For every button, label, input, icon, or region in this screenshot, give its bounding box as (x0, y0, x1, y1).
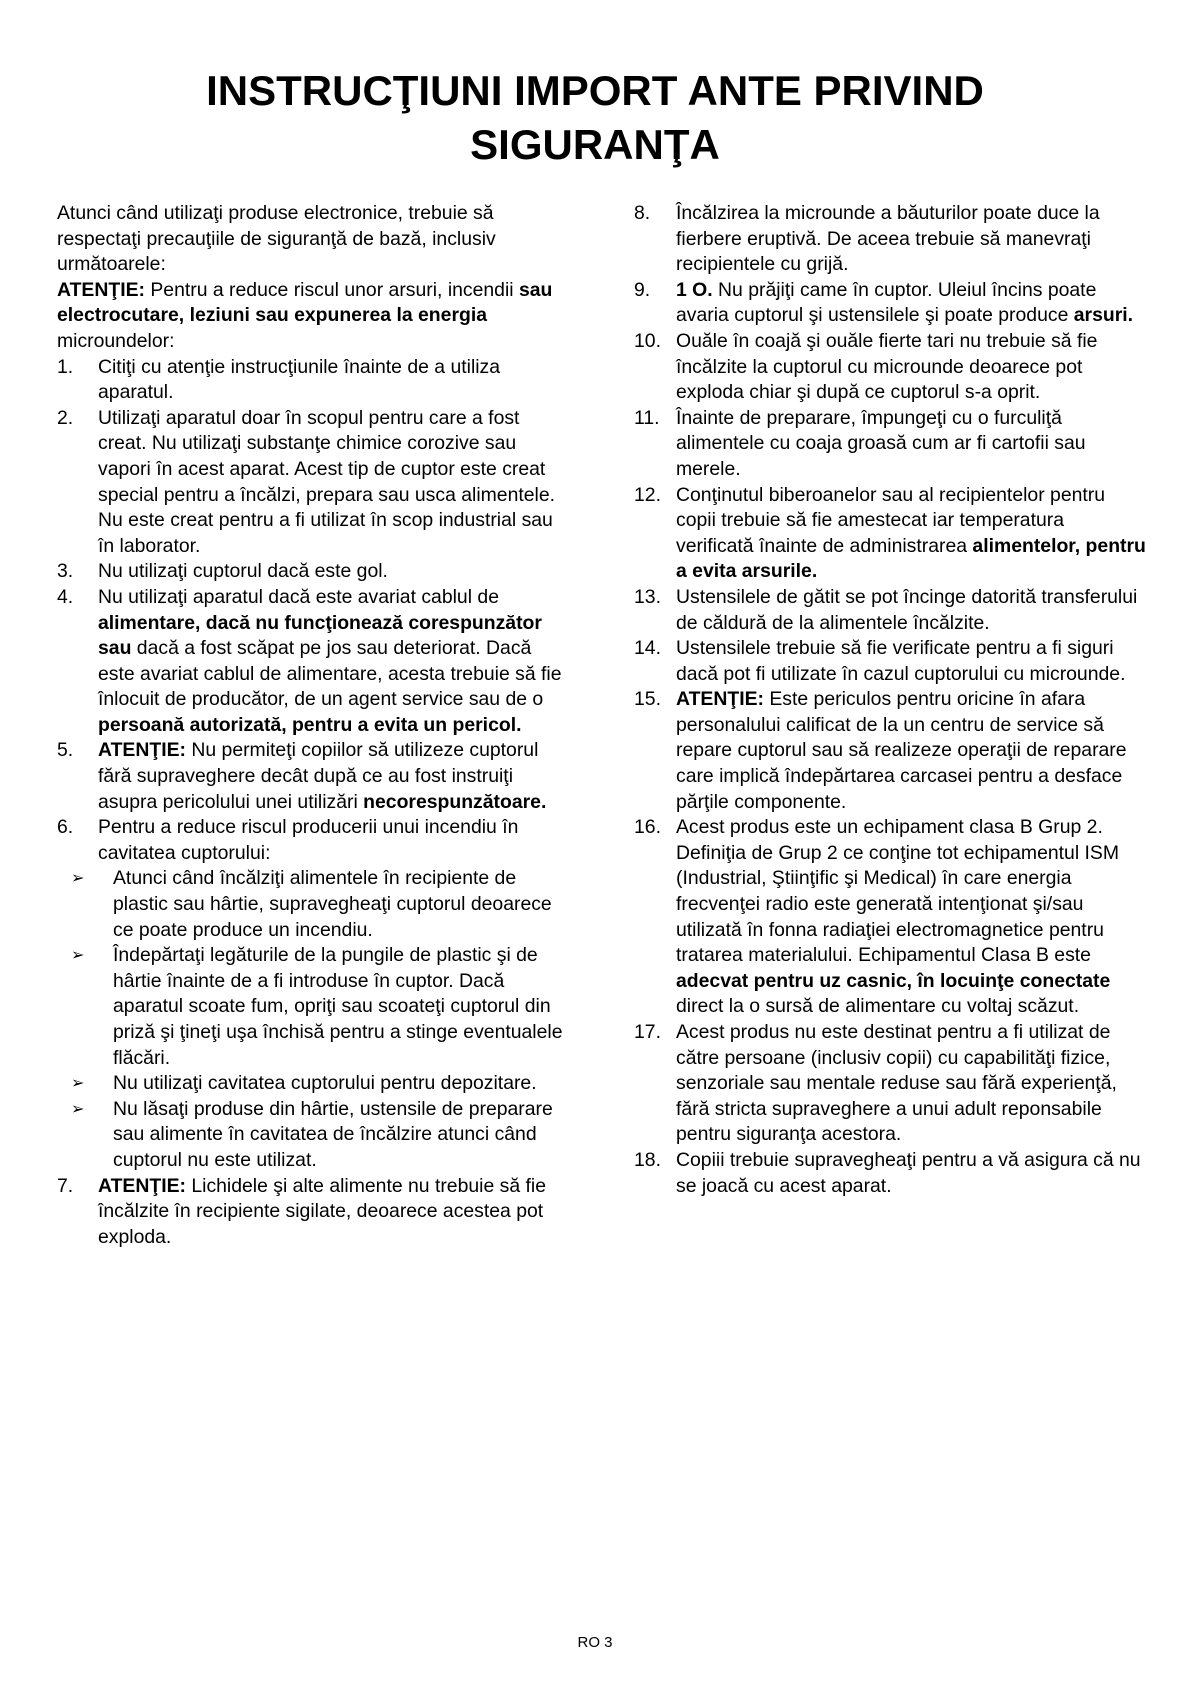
item-text: Nu utilizaţi aparatul dacă este avariat cablul de (98, 585, 499, 608)
sub-item-text: Atunci când încălziţi alimentele în recipiente de plastic sau hârtie, supravegheaţi cuptorul deoarece ce poate produce un incendiu. (113, 867, 552, 941)
item-text: Utilizaţi aparatul doar în scopul pentru care a fost creat. Nu utilizaţi substanţe chimice corozive sau vapori în acest aparat. Acest tip de cuptor este creat special pentru a încălzi, prepara sau usca alimentele. Nu este creat pentru a fi utilizat în scop industrial sau în laborator. (98, 406, 556, 557)
list-item-2 (57, 406, 567, 560)
item-warning-label: ATENŢIE: (98, 1174, 186, 1197)
sub-item-2 (57, 943, 567, 1071)
list-item-9 (634, 278, 1146, 329)
item-bold: alimentelor, pentru a evita arsurile. (676, 534, 1146, 583)
item-warning-label: ATENŢIE: (676, 688, 764, 711)
page-title (0, 64, 1190, 172)
page-number: RO 3 (577, 1634, 613, 1651)
item-number: 4. (57, 585, 74, 608)
list-item-16 (634, 815, 1146, 1020)
item-text: Lichidele şi alte alimente nu trebuie să fie încălzite în recipiente sigilate, deoarece acestea pot exploda. (98, 1174, 546, 1248)
item-number: 8. (634, 202, 651, 224)
item-bold: alimentare, dacă nu funcţionează corespunzător sau (98, 611, 542, 660)
title-line-2: SIGURANŢA (470, 121, 720, 168)
sub-item-text: Nu utilizaţi cavitatea cuptorului pentru depozitare. (113, 1072, 537, 1095)
list-item-18 (634, 1148, 1146, 1199)
item-text: Citiţi cu atenţie instrucţiunile înainte de a utiliza aparatul. (98, 355, 501, 404)
item-text: Ustensilele de gătit se pot încinge datorită transferului de căldură de la alimentele încălzite. (676, 585, 1138, 634)
warning-paragraph (57, 278, 567, 355)
item-text: Înainte de preparare, împungeţi cu o furculiţă alimentele cu coaja groasă cum ar fi cartofii sau merele. (676, 406, 1086, 480)
sub-item-text: Îndepărtaţi legăturile de la pungile de plastic şi de hârtie înainte de a fi introduse în cuptor. Dacă aparatul scoate fum, opriţi sau scoateţi cuptorul din priză şi ţineţi uşa închisă pentru a stinge eventualele flăcări. (113, 944, 563, 1069)
list-item-3 (57, 559, 567, 585)
item-number: 14. (634, 637, 661, 660)
list-item-14 (634, 636, 1146, 687)
item-number: 17. (634, 1021, 661, 1043)
item-number: 2. (57, 406, 74, 429)
item-text: Încălzirea la microunde a băuturilor poate duce la fierbere eruptivă. De aceea trebuie să manevraţi recipientele cu grijă. (676, 202, 1100, 276)
list-item-13 (634, 585, 1146, 636)
item-text: Ouăle în coajă şi ouăle fierte tari nu trebuie să fie încălzite la cuptorul cu microunde deoarece pot exploda chiar şi după ce cuptorul s-a oprit. (676, 329, 1098, 404)
item-number: 7. (57, 1174, 74, 1197)
list-item-6 (57, 815, 567, 866)
item-number: 11. (634, 406, 660, 429)
warning-bold-1: sau electrocutare, leziuni sau expunerea la energia (57, 278, 553, 327)
item-number: 15. (634, 688, 661, 711)
arrow-bullet-icon: ➢ (71, 947, 85, 965)
list-item-5 (57, 738, 567, 815)
item-text: Nu utilizaţi cuptorul dacă este gol. (98, 560, 388, 583)
item-text: Acest produs nu este destinat pentru a fi utilizat de către persoane (inclusiv copii) cu capabilităţi fizice, senzoriale sau mentale reduse sau fără experienţă, fără stricta supraveghere a unui adult reponsabile pentru siguranţa acestora. (676, 1021, 1117, 1146)
list-item-12 (634, 483, 1146, 585)
item-number: 18. (634, 1148, 661, 1171)
item-bold: persoană autorizată, pentru a evita un pericol. (98, 713, 522, 736)
item-number: 6. (57, 816, 74, 839)
list-item-7 (57, 1174, 567, 1251)
item-number: 9. (634, 278, 651, 301)
item-text: Nu permiteţi copiilor să utilizeze cuptorul fără supraveghere decât după ce au fost instruiţi asupra pericolului unei utilizări (98, 739, 539, 813)
list-item-17 (634, 1020, 1146, 1148)
list-item-8 (634, 201, 1146, 278)
item-text: dacă a fost scăpat pe jos sau deteriorat. Dacă este avariat cablul de alimentare, acesta trebuie să fie înlocuit de producător, de un agent service sau de o (98, 637, 562, 711)
sub-item-4 (57, 1097, 567, 1174)
warning-text-1: Pentru a reduce riscul unor arsuri, incendii (144, 278, 519, 301)
intro-paragraph: Atunci când utilizaţi produse electronice, trebuie să respectaţi precauţiile de siguranţă de bază, inclusiv următoarele: (57, 202, 496, 276)
list-item-1 (57, 355, 567, 406)
sub-item-text: Nu lăsaţi produse din hârtie, ustensile de preparare sau alimente în cavitatea de încălzire atunci când cuptorul nu este utilizat. (113, 1097, 553, 1171)
item-bold: 1 O. (676, 278, 713, 301)
warning-text-2: microundelor: (57, 329, 175, 352)
sub-item-3 (57, 1071, 567, 1097)
item-bold: arsuri. (1073, 304, 1134, 327)
list-item-11 (634, 406, 1146, 483)
item-bold: adecvat pentru uz casnic, în locuinţe conectate (676, 969, 1111, 992)
item-bold: necorespunzătoare. (363, 790, 547, 813)
item-text: Ustensilele trebuie să fie verificate pentru a fi siguri dacă pot fi utilizate în cazul cuptorului cu microunde. (676, 637, 1126, 685)
arrow-bullet-icon: ➢ (71, 1075, 85, 1093)
item-number: 16. (634, 816, 661, 839)
item-number: 3. (57, 560, 74, 583)
item-number: 13. (634, 585, 661, 608)
item-text: Nu prăjiţi came în cuptor. Uleiul încins poate avaria cuptorul şi ustensilele şi poate produce (676, 278, 1097, 327)
item-number: 5. (57, 739, 74, 762)
item-text: Conţinutul biberoanelor sau al recipientelor pentru copii trebuie să fie amestecat iar temperatura verificată înainte de administrarea (676, 483, 1106, 557)
item-warning-label: ATENŢIE: (98, 739, 186, 762)
list-item-10 (634, 329, 1146, 406)
item-text: Pentru a reduce riscul producerii unui incendiu în cavitatea cuptorului: (98, 816, 519, 864)
list-item-4 (57, 585, 567, 739)
right-column (634, 201, 1146, 1199)
warning-label: ATENŢIE: (57, 278, 145, 301)
arrow-bullet-icon: ➢ (71, 870, 85, 888)
left-column (57, 201, 567, 1250)
item-text: Acest produs este un echipament clasa B Grup 2. Definiţia de Grup 2 ce conţine tot echipamentul ISM (Industrial, Ştiinţific şi Medical) în care energia frecvenţei radio este generată intenţionat şi/sau utilizată în fonna radiaţiei electromagnetice pentru tratarea materialului. Echipamentul Clasa B este (676, 816, 1119, 967)
item-number: 1. (57, 355, 74, 378)
item-number: 10. (634, 329, 661, 352)
item-number: 12. (634, 483, 661, 506)
arrow-bullet-icon: ➢ (71, 1100, 85, 1118)
item-text: Copiii trebuie supravegheaţi pentru a vă asigura că nu se joacă cu acest aparat. (676, 1148, 1141, 1197)
sub-item-1 (57, 866, 567, 943)
title-line-1: INSTRUCŢIUNI IMPORT ANTE PRIVIND (206, 67, 984, 114)
item-text: Este periculos pentru oricine în afara personalului calificat de la un centru de service să repare cuptorul sau să realizeze operaţii de reparare care implică îndepărtarea carcasei pentru a desface părţile componente. (676, 688, 1127, 813)
list-item-15 (634, 687, 1146, 815)
item-text: direct la o sursă de alimentare cu voltaj scăzut. (676, 995, 1080, 1018)
